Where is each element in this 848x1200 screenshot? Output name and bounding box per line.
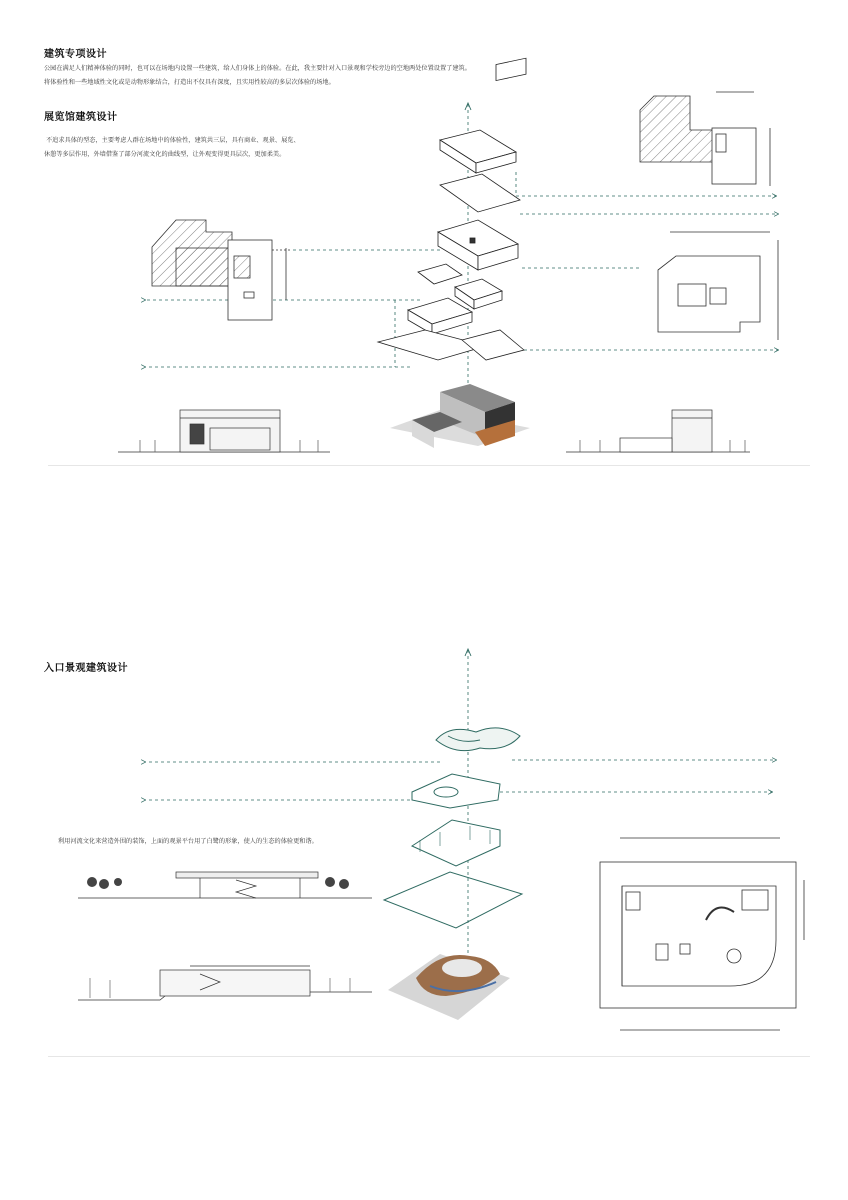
entrance-upper-elevation bbox=[78, 872, 372, 898]
section1-title: 建筑专项设计 bbox=[44, 49, 107, 60]
section3-title: 入口景观建筑设计 bbox=[44, 663, 128, 674]
exhibition-left-elevation bbox=[118, 410, 330, 452]
entrance-floor-plan bbox=[600, 838, 804, 1030]
section1-para1: 公园在满足人们精神体验的同时，也可以在场地内设置一些建筑，给人们身体上的体验。在此，我主要针对入口景观和学校旁边的空地两处位置设置了建筑。 bbox=[44, 65, 471, 72]
section1-para2: 将体验性和一些地域性文化或是动物形象结合，打造出不仅具有深度，且实用性较高的多层次体验的场地。 bbox=[44, 79, 335, 86]
exhibition-right-floor-plan bbox=[658, 232, 778, 340]
exhibition-exploded-layers bbox=[378, 58, 526, 360]
exhibition-top-right-plan bbox=[640, 92, 770, 186]
exhibition-3d-model bbox=[390, 384, 530, 448]
section2-title: 展览馆建筑设计 bbox=[44, 112, 118, 123]
exhibition-left-site-plan bbox=[152, 220, 290, 320]
entrance-exploded-layers bbox=[384, 728, 522, 928]
entrance-3d-model bbox=[388, 954, 510, 1020]
entrance-lower-elevation bbox=[78, 966, 372, 1000]
section2-para1: 不追求具体的型态，主要考虑人群在场地中的体验性，建筑共三层，具有商业、观景、展览、 bbox=[46, 137, 300, 144]
exhibition-right-elevation bbox=[566, 410, 750, 452]
section3-para1: 利用河流文化来营造外围的装饰，上面的观景平台用了白鹭的形象，使人的生态的体验更和谐。 bbox=[58, 838, 318, 845]
section2-para2: 休憩等多层作用，外墙借鉴了部分河流文化的曲线型，让外观变得更具层次，更加柔美。 bbox=[44, 151, 286, 158]
